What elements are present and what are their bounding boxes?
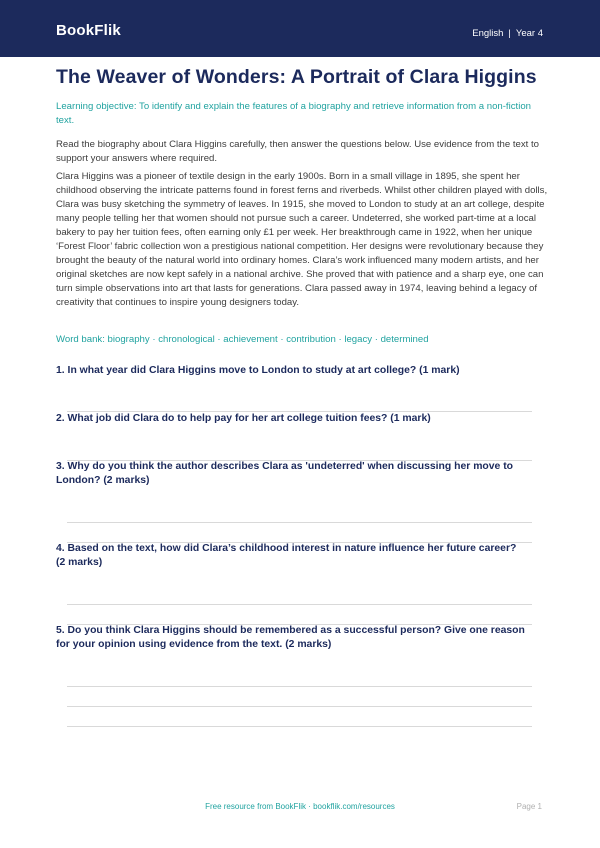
answer-line-4a[interactable]: [67, 604, 532, 605]
brand-logo: BookFlik: [56, 22, 121, 39]
header-bar: [0, 0, 600, 57]
question-3: 3. Why do you think the author describes Clara as 'undeterred' when discussing her move to London? (2 marks): [56, 461, 514, 486]
footer-credit: Free resource from BookFlik · bookflik.com/resources: [205, 802, 395, 811]
answer-line-5c[interactable]: [67, 726, 532, 727]
biography-text: Clara Higgins was a pioneer of textile design in the early 1900s. Born in a small village in 1895, she spent her childhood observing the intricate patterns found in forest ferns and riverbeds. Whilst other children played with dolls, Clara was busy sketching the symmetry of leaves. In 1915, she moved to London to study at an art college, despite many people telling her that women should not pursue such a career. Undeterred, she worked part-time at a local bakery to pay her tuition fees, often earning only £1 per week. Her breakthrough came in 1922, when her unique ‘Forest Floor’ fabric collection won a prestigious national competition. Her designs were revolutionary because they brought the beauty of the natural world into ordinary homes. Clara’s work influenced many modern artists, and her original sketches are now kept safely in a national archive. She proved that with patience and a sharp eye, one can turn simple observations into art that lasts for generations. Clara passed away in 1974, leaving behind a legacy of creativity that continues to inspire young designers today.: [56, 171, 548, 308]
instructions: Read the biography about Clara Higgins carefully, then answer the questions below. Use evidence from the text to support your answers where required.: [56, 139, 539, 164]
subject-label: English: [472, 28, 504, 39]
answer-line-5b[interactable]: [67, 706, 532, 707]
answer-line-5a[interactable]: [67, 686, 532, 687]
question-1: 1. In what year did Clara Higgins move to London to study at art college? (1 mark): [56, 365, 460, 376]
year-label: Year 4: [515, 28, 543, 39]
answer-line-3a[interactable]: [67, 522, 532, 523]
question-2: 2. What job did Clara do to help pay for her art college tuition fees? (1 mark): [56, 413, 431, 424]
word-bank: Word bank: biography · chronological · achievement · contribution · legacy · determined: [56, 334, 429, 345]
page-number: Page 1: [516, 802, 542, 811]
learning-objective: Learning objective: To identify and explain the features of a biography and retrieve information from a non-fiction text.: [56, 101, 531, 126]
page-title: The Weaver of Wonders: A Portrait of Clara Higgins: [56, 66, 537, 88]
question-5: 5. Do you think Clara Higgins should be remembered as a successful person? Give one reason for your opinion using evidence from the text. (2 marks): [56, 625, 525, 650]
separator: |: [508, 28, 511, 39]
question-4: 4. Based on the text, how did Clara’s childhood interest in nature influence her future career? (2 marks): [56, 543, 517, 568]
subject-year: [472, 28, 543, 39]
